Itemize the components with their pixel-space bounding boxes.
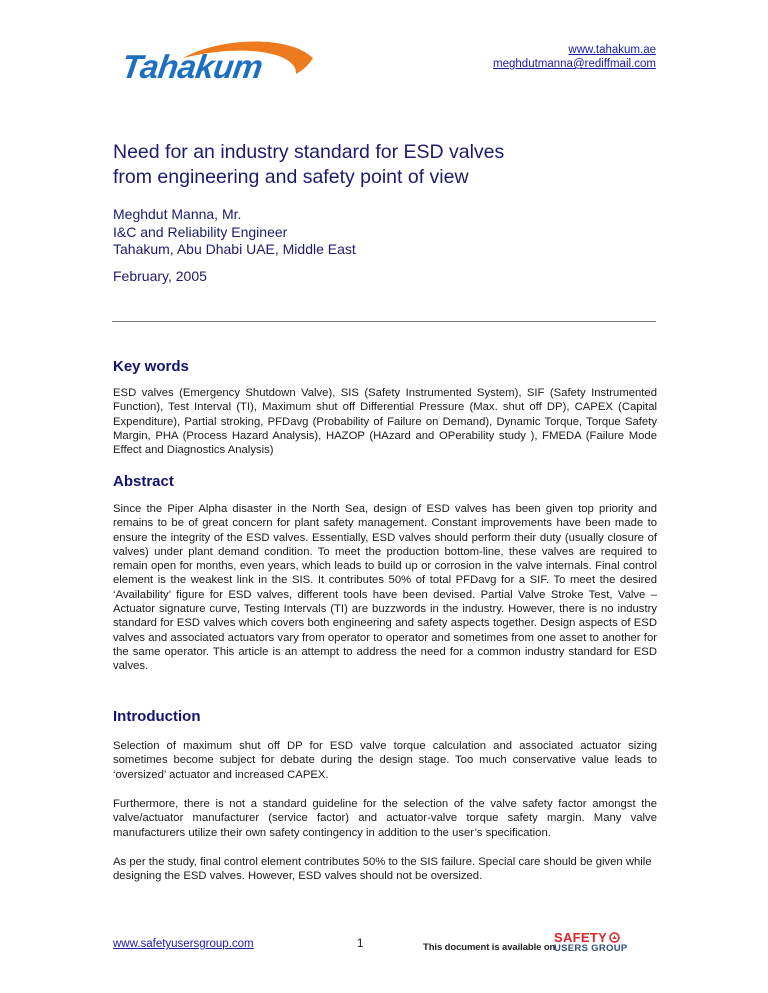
keywords-body: ESD valves (Emergency Shutdown Valve), SIS (Safety Instrumented System), SIF (Safety Instrumented Function), Test Interval (TI), Maximum shut off Differential Pressure (Max. shut off DP), CAPEX (Capital Expenditure), Partial stroking, PFDavg (Probability of Failure on Demand), Dynamic Torque, Torque Safety Margin, PHA (Process Hazard Analysis), HAZOP (HAzard and OPerability study ), FMEDA (Failure Mode Effect and Diagnostics Analysis) bbox=[113, 387, 657, 457]
title-line-2: from engineering and safety point of view bbox=[113, 166, 469, 188]
title-line-1: Need for an industry standard for ESD valves bbox=[113, 141, 505, 163]
logo-text: Tahakum bbox=[119, 48, 265, 85]
intro-paragraph: Selection of maximum shut off DP for ESD valve torque calculation and associated actuator sizing sometimes become subject for debate during the design stage. Too much conservative value leads to ‘oversized’ actuator and increased CAPEX. bbox=[113, 740, 657, 781]
author-role: I&C and Reliability Engineer bbox=[113, 223, 288, 240]
author-block bbox=[113, 206, 356, 259]
intro-paragraph: Furthermore, there is not a standard guideline for the selection of the valve safety factor amongst the valve/actuator manufacturer (service factor) and actuator-valve torque safety margin. Many valve manufacturers utilize their own safety contingency in addition to the user’s specification. bbox=[113, 798, 657, 839]
website-link[interactable]: www.tahakum.ae bbox=[568, 44, 656, 56]
page-number: 1 bbox=[357, 938, 364, 950]
badge-bottom-text: USERS GROUP bbox=[554, 943, 628, 954]
availability-text: This document is available on bbox=[423, 942, 556, 953]
divider bbox=[112, 321, 656, 322]
document-date: February, 2005 bbox=[113, 268, 207, 284]
safety-users-group-logo bbox=[554, 932, 628, 954]
flame-icon bbox=[609, 932, 620, 943]
email-link[interactable]: meghdutmanna@rediffmail.com bbox=[493, 58, 656, 70]
introduction-heading: Introduction bbox=[113, 708, 201, 725]
keywords-heading: Key words bbox=[113, 358, 189, 375]
document-title bbox=[113, 140, 633, 190]
header-contact bbox=[493, 43, 656, 71]
intro-paragraph: As per the study, final control element contributes 50% to the SIS failure. Special care should be given while designing the ESD valves. However, ESD valves should not be oversized. bbox=[113, 856, 652, 883]
badge-top-text: SAFETY bbox=[554, 930, 608, 945]
author-affiliation: Tahakum, Abu Dhabi UAE, Middle East bbox=[113, 241, 356, 257]
abstract-body: Since the Piper Alpha disaster in the North Sea, design of ESD valves has been given top priority and remains to be of great concern for plant safety management. Constant improvements have been made to ensure the integrity of the ESD valves. Essentially, ESD valves should perform their duty (usually closure of valves) under plant demand condition. To meet the production bottom-line, these valves are required to remain open for months, even years, which leads to build up or corrosion in the valve internals. Final control element is the weakest link in the SIS. It contributes 50% of total PFDavg for a SIF. To meet the desired ‘Availability’ figure for ESD valves, different tools have been devised. Partial Valve Stroke Test, Valve – Actuator signature curve, Testing Intervals (TI) are buzzwords in the industry. However, there is no industry standard for ESD valves which covers both engineering and safety aspects together. Design aspects of ESD valves and associated actuators vary from operator to operator and sometimes from one asset to another for the same operator. This article is an attempt to address the need for a common industry standard for ESD valves. bbox=[113, 503, 657, 673]
abstract-heading: Abstract bbox=[113, 473, 174, 490]
author-name: Meghdut Manna, Mr. bbox=[113, 206, 242, 222]
footer-website-link[interactable]: www.safetyusersgroup.com bbox=[113, 938, 254, 950]
tahakum-logo bbox=[118, 36, 318, 84]
